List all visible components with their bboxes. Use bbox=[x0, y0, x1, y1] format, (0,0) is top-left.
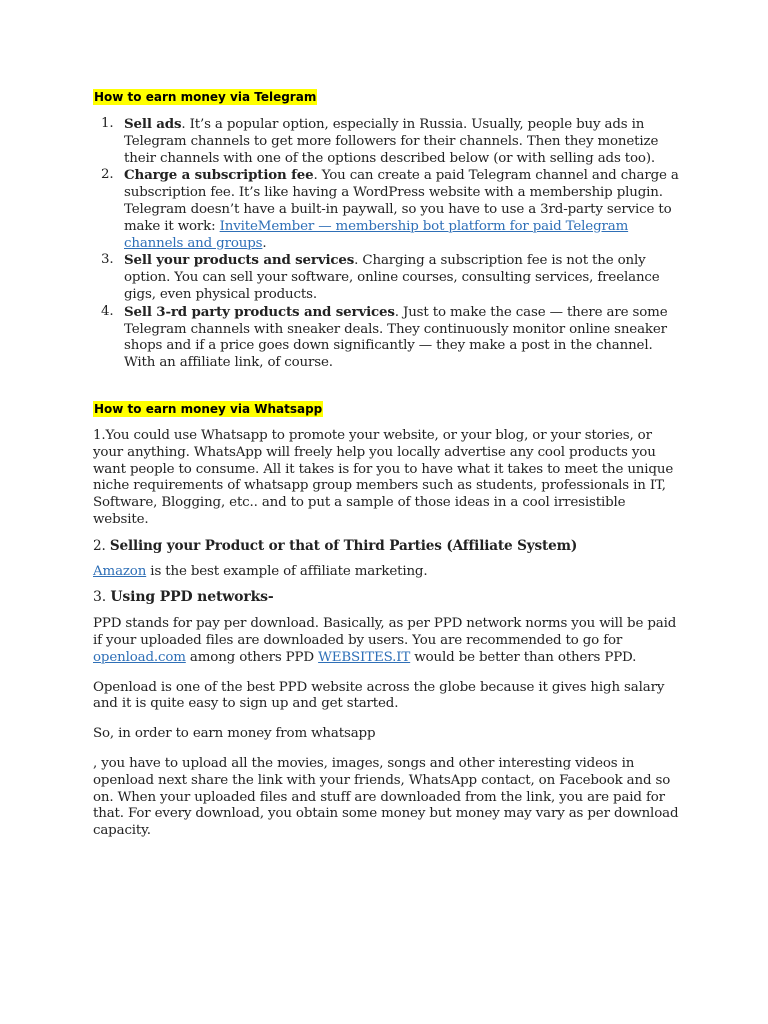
list-item bbox=[93, 304, 683, 372]
telegram-section bbox=[93, 86, 683, 372]
list-item-text: . Just to make the case — there are some Telegram channels with sneaker deals. They continuously monitor online sneaker shops and if a price goes down significantly — they make a post in the channel. With an affiliate link, of course. bbox=[124, 304, 668, 371]
list-item bbox=[93, 252, 683, 303]
list-item-title: Sell 3-rd party products and services bbox=[124, 303, 395, 320]
amazon-paragraph bbox=[93, 564, 683, 581]
list-item-title: Charge a subscription fee bbox=[124, 167, 314, 184]
ppd-text-1: PPD stands for pay per download. Basically, as per PPD network norms you will be paid if your uploaded files are downloaded by users. You are recommended to go for bbox=[93, 616, 677, 648]
telegram-list bbox=[93, 116, 683, 372]
list-item-text: . Charging a subscription fee is not the only option. You can sell your software, online courses, consulting services, freelance gigs, even physical products. bbox=[124, 253, 660, 302]
list-item-title: Sell your products and services bbox=[124, 252, 355, 269]
whatsapp-section bbox=[93, 398, 683, 840]
whatsapp-point-1: 1.You could use Whatsapp to promote your website, or your blog, or your stories, or your anything. WhatsApp will freely help you locally advertise any cool products you want people to consume. All it takes is for you to have what it takes to meet the unique niche requirements of whatsapp group members such as students, professionals in IT, Software, Blogging, etc.. and to put a sample of those ideas in a cool irresistible website. bbox=[93, 427, 674, 527]
ppd-text-3: would be better than others PPD. bbox=[410, 649, 637, 665]
list-number: 4. bbox=[101, 303, 114, 319]
amazon-text: is the best example of affiliate marketing. bbox=[146, 563, 428, 579]
list-number: 3. bbox=[101, 252, 114, 268]
openload-link[interactable]: openload.com bbox=[93, 649, 186, 665]
list-number: 2. bbox=[101, 167, 114, 183]
whatsapp-point-3 bbox=[93, 589, 683, 606]
ppd-text-2: among others PPD bbox=[185, 649, 319, 665]
ppd-paragraph bbox=[93, 616, 683, 666]
final-paragraph: , you have to upload all the movies, images, songs and other interesting videos in openload next share the link with your friends, WhatsApp contact, on Facebook and so on. When your uploaded files and stuff are downloaded from the link, you are paid for that. For every download, you obtain some money but money may vary as per download capacity. bbox=[93, 755, 679, 839]
openload-paragraph: Openload is one of the best PPD website across the globe because it gives high salary and it is quite easy to sign up and get started. bbox=[93, 679, 665, 712]
list-item-title: Sell ads bbox=[124, 116, 182, 132]
point-3-number: 3. bbox=[93, 589, 111, 606]
point-2-title: Selling your Product or that of Third Parties (Affiliate System) bbox=[109, 537, 578, 554]
point-3-title: Using PPD networks- bbox=[110, 589, 274, 606]
list-item bbox=[93, 116, 683, 167]
websites-link[interactable]: WEBSITES.IT bbox=[318, 649, 411, 665]
telegram-heading: How to earn money via Telegram bbox=[94, 90, 317, 104]
whatsapp-point-2 bbox=[93, 538, 683, 555]
list-item-text: . You can create a paid Telegram channel and charge a subscription fee. It’s like having a WordPress website with a membership plugin. Telegram doesn’t have a built-in paywall, so you have to use a 3rd-party service to make it work: bbox=[124, 168, 679, 234]
amazon-link[interactable]: Amazon bbox=[93, 563, 147, 579]
invitemember-link[interactable]: InviteMember — membership bot platform for paid Telegram channels and groups bbox=[124, 218, 629, 251]
list-item bbox=[93, 167, 683, 252]
list-number: 1. bbox=[101, 116, 114, 131]
so-paragraph: So, in order to earn money from whatsapp bbox=[93, 726, 376, 742]
list-item-after: . bbox=[262, 235, 267, 251]
point-2-number: 2. bbox=[93, 537, 110, 554]
list-item-text: . It’s a popular option, especially in Russia. Usually, people buy ads in Telegram channels to get more followers for their channels. Then they monetize their channels with one of the options described below (or with selling ads too). bbox=[124, 117, 659, 166]
whatsapp-heading: How to earn money via Whatsapp bbox=[94, 401, 323, 416]
document-page bbox=[93, 86, 683, 840]
